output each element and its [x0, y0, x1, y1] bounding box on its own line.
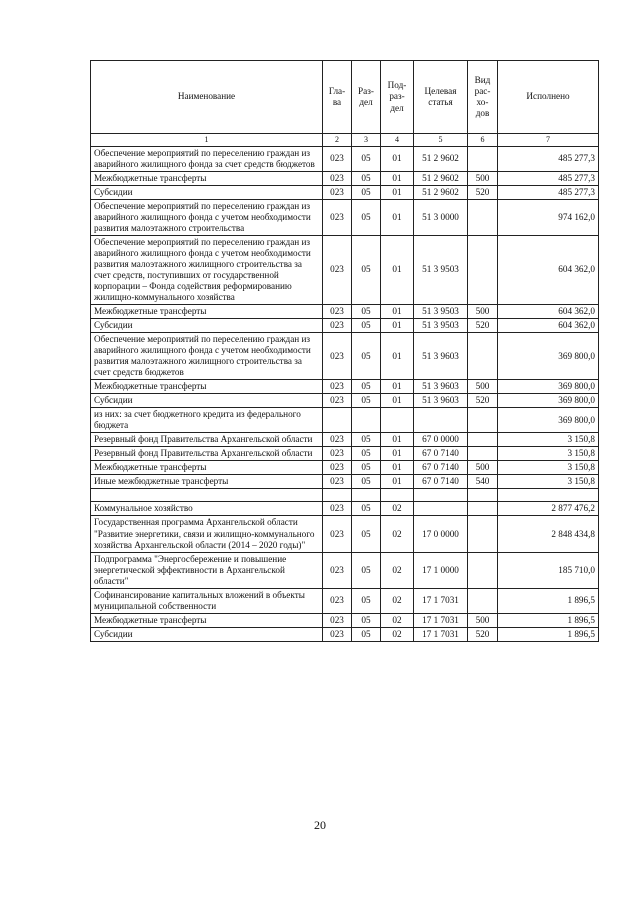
row-amount: 2 877 476,2	[498, 502, 599, 516]
row-glava: 023	[323, 475, 352, 489]
row-statya: 67 0 7140	[414, 475, 468, 489]
row-glava: 023	[323, 305, 352, 319]
row-amount: 3 150,8	[498, 475, 599, 489]
row-vid	[468, 333, 498, 380]
row-glava	[323, 489, 352, 502]
row-vid: 520	[468, 627, 498, 641]
table-row	[91, 146, 599, 171]
row-vid	[468, 489, 498, 502]
row-glava: 023	[323, 447, 352, 461]
row-name: Обеспечение мероприятий по переселению граждан из аварийного жилищного фонда с учетом необходимости развития малоэтажного жилищного строительства за счет средств, поступивших от государственной корпорации – Фонда содействия реформированию жилищно-коммунального хозяйства	[91, 235, 323, 304]
row-glava: 023	[323, 333, 352, 380]
row-vid	[468, 447, 498, 461]
row-name: Субсидии	[91, 627, 323, 641]
table-row	[91, 333, 599, 380]
row-amount: 369 800,0	[498, 408, 599, 433]
row-podrazdel: 01	[381, 447, 414, 461]
row-vid: 540	[468, 475, 498, 489]
row-podrazdel: 01	[381, 199, 414, 235]
row-statya	[414, 502, 468, 516]
row-glava: 023	[323, 185, 352, 199]
column-number: 1	[91, 134, 323, 147]
row-vid: 500	[468, 171, 498, 185]
row-amount: 604 362,0	[498, 235, 599, 304]
table-row	[91, 171, 599, 185]
row-amount: 604 362,0	[498, 319, 599, 333]
row-glava: 023	[323, 394, 352, 408]
row-name: Межбюджетные трансферты	[91, 380, 323, 394]
row-name: Обеспечение мероприятий по переселению граждан из аварийного жилищного фонда за счет средств бюджетов	[91, 146, 323, 171]
column-number: 7	[498, 134, 599, 147]
row-amount: 604 362,0	[498, 305, 599, 319]
page-number: 20	[314, 818, 326, 832]
row-vid: 520	[468, 319, 498, 333]
row-razdel: 05	[352, 588, 381, 613]
table-row	[91, 408, 599, 433]
row-glava: 023	[323, 146, 352, 171]
header-glava: Гла- ва	[323, 61, 352, 134]
row-podrazdel: 02	[381, 516, 414, 552]
row-podrazdel: 01	[381, 146, 414, 171]
table-row	[91, 447, 599, 461]
header-statya: Целевая статья	[414, 61, 468, 134]
row-name: Обеспечение мероприятий по переселению граждан из аварийного жилищного фонда с учетом необходимости развития малоэтажного жилищного строительства за счет средств бюджетов	[91, 333, 323, 380]
table-row	[91, 627, 599, 641]
spacer-row	[91, 489, 599, 502]
table-row	[91, 516, 599, 552]
row-statya: 17 1 7031	[414, 588, 468, 613]
header-amount: Исполнено	[498, 61, 599, 134]
column-number: 5	[414, 134, 468, 147]
row-podrazdel: 01	[381, 185, 414, 199]
row-glava: 023	[323, 171, 352, 185]
row-razdel: 05	[352, 235, 381, 304]
header-podrazdel: Под- раз- дел	[381, 61, 414, 134]
row-statya: 51 3 9603	[414, 380, 468, 394]
row-podrazdel: 02	[381, 627, 414, 641]
row-name: Резервный фонд Правительства Архангельской области	[91, 447, 323, 461]
row-amount: 1 896,5	[498, 613, 599, 627]
row-statya: 17 1 7031	[414, 627, 468, 641]
row-razdel: 05	[352, 171, 381, 185]
row-vid	[468, 588, 498, 613]
row-razdel: 05	[352, 516, 381, 552]
row-name: Коммунальное хозяйство	[91, 502, 323, 516]
row-statya: 51 3 9503	[414, 235, 468, 304]
row-vid	[468, 433, 498, 447]
table-row	[91, 394, 599, 408]
row-podrazdel: 01	[381, 394, 414, 408]
row-glava: 023	[323, 502, 352, 516]
row-glava: 023	[323, 552, 352, 588]
header-vid: Вид рас- хо- дов	[468, 61, 498, 134]
row-name: Субсидии	[91, 319, 323, 333]
row-glava: 023	[323, 380, 352, 394]
row-statya: 51 3 9503	[414, 319, 468, 333]
row-amount: 369 800,0	[498, 380, 599, 394]
row-podrazdel: 01	[381, 433, 414, 447]
row-razdel: 05	[352, 199, 381, 235]
row-glava: 023	[323, 613, 352, 627]
row-name: Межбюджетные трансферты	[91, 613, 323, 627]
row-statya: 17 1 0000	[414, 552, 468, 588]
row-name: Межбюджетные трансферты	[91, 171, 323, 185]
row-statya: 51 2 9602	[414, 171, 468, 185]
row-podrazdel	[381, 408, 414, 433]
row-amount	[498, 489, 599, 502]
row-statya	[414, 408, 468, 433]
row-name: Резервный фонд Правительства Архангельской области	[91, 433, 323, 447]
row-razdel: 05	[352, 447, 381, 461]
row-glava: 023	[323, 235, 352, 304]
row-vid	[468, 552, 498, 588]
table-body	[91, 146, 599, 641]
table-row	[91, 588, 599, 613]
row-vid	[468, 502, 498, 516]
row-razdel: 05	[352, 475, 381, 489]
row-amount: 485 277,3	[498, 171, 599, 185]
row-vid: 520	[468, 394, 498, 408]
row-name: из них: за счет бюджетного кредита из федерального бюджета	[91, 408, 323, 433]
row-podrazdel: 02	[381, 552, 414, 588]
row-vid: 500	[468, 461, 498, 475]
row-amount: 3 150,8	[498, 433, 599, 447]
header-razdel: Раз- дел	[352, 61, 381, 134]
row-name: Государственная программа Архангельской области "Развитие энергетики, связи и жилищно-коммунального хозяйства Архангельской области (2014 – 2020 годы)"	[91, 516, 323, 552]
column-number: 6	[468, 134, 498, 147]
row-statya: 17 1 7031	[414, 613, 468, 627]
row-razdel: 05	[352, 461, 381, 475]
row-vid: 500	[468, 305, 498, 319]
row-podrazdel: 01	[381, 319, 414, 333]
row-name: Межбюджетные трансферты	[91, 305, 323, 319]
row-podrazdel: 01	[381, 475, 414, 489]
row-amount: 185 710,0	[498, 552, 599, 588]
row-statya: 17 0 0000	[414, 516, 468, 552]
table-row	[91, 461, 599, 475]
row-razdel: 05	[352, 613, 381, 627]
row-podrazdel	[381, 489, 414, 502]
row-razdel	[352, 408, 381, 433]
row-razdel: 05	[352, 380, 381, 394]
table-row	[91, 319, 599, 333]
row-razdel: 05	[352, 394, 381, 408]
column-number: 3	[352, 134, 381, 147]
row-glava	[323, 408, 352, 433]
row-glava: 023	[323, 319, 352, 333]
row-statya: 67 0 7140	[414, 461, 468, 475]
row-vid	[468, 199, 498, 235]
row-podrazdel: 02	[381, 588, 414, 613]
header-row	[91, 61, 599, 134]
row-razdel: 05	[352, 319, 381, 333]
table-row	[91, 613, 599, 627]
row-podrazdel: 02	[381, 613, 414, 627]
row-vid: 520	[468, 185, 498, 199]
table-row	[91, 433, 599, 447]
row-amount: 485 277,3	[498, 146, 599, 171]
row-vid	[468, 516, 498, 552]
row-statya: 51 2 9602	[414, 185, 468, 199]
table-row	[91, 305, 599, 319]
column-number: 2	[323, 134, 352, 147]
row-vid: 500	[468, 613, 498, 627]
row-name: Обеспечение мероприятий по переселению граждан из аварийного жилищного фонда с учетом необходимости развития малоэтажного строительства	[91, 199, 323, 235]
row-statya: 67 0 0000	[414, 433, 468, 447]
row-glava: 023	[323, 516, 352, 552]
row-amount: 485 277,3	[498, 185, 599, 199]
row-vid	[468, 408, 498, 433]
row-razdel: 05	[352, 552, 381, 588]
row-glava: 023	[323, 588, 352, 613]
row-amount: 369 800,0	[498, 394, 599, 408]
row-statya	[414, 489, 468, 502]
row-podrazdel: 01	[381, 171, 414, 185]
row-statya: 51 3 0000	[414, 199, 468, 235]
row-name: Софинансирование капитальных вложений в объекты муниципальной собственности	[91, 588, 323, 613]
row-vid	[468, 146, 498, 171]
row-name: Подпрограмма "Энергосбережение и повышение энергетической эффективности в Архангельской области"	[91, 552, 323, 588]
row-name: Субсидии	[91, 185, 323, 199]
row-razdel: 05	[352, 146, 381, 171]
row-statya: 51 2 9602	[414, 146, 468, 171]
row-amount: 1 896,5	[498, 588, 599, 613]
row-glava: 023	[323, 627, 352, 641]
row-amount: 3 150,8	[498, 447, 599, 461]
row-razdel: 05	[352, 305, 381, 319]
row-razdel: 05	[352, 333, 381, 380]
row-name: Иные межбюджетные трансферты	[91, 475, 323, 489]
table-row	[91, 475, 599, 489]
row-razdel: 05	[352, 433, 381, 447]
column-number: 4	[381, 134, 414, 147]
row-razdel: 05	[352, 185, 381, 199]
row-razdel: 05	[352, 627, 381, 641]
row-podrazdel: 01	[381, 235, 414, 304]
table-row	[91, 552, 599, 588]
table-row	[91, 199, 599, 235]
row-vid: 500	[468, 380, 498, 394]
row-name: Субсидии	[91, 394, 323, 408]
table-row	[91, 502, 599, 516]
row-podrazdel: 01	[381, 305, 414, 319]
row-podrazdel: 01	[381, 333, 414, 380]
row-name	[91, 489, 323, 502]
row-glava: 023	[323, 433, 352, 447]
row-statya: 51 3 9503	[414, 305, 468, 319]
row-vid	[468, 235, 498, 304]
header-name: Наименование	[91, 61, 323, 134]
table-row	[91, 185, 599, 199]
row-amount: 369 800,0	[498, 333, 599, 380]
table-row	[91, 380, 599, 394]
row-amount: 3 150,8	[498, 461, 599, 475]
column-number-row	[91, 134, 599, 147]
row-name: Межбюджетные трансферты	[91, 461, 323, 475]
table-row	[91, 235, 599, 304]
row-amount: 1 896,5	[498, 627, 599, 641]
row-glava: 023	[323, 461, 352, 475]
row-podrazdel: 01	[381, 461, 414, 475]
row-statya: 51 3 9603	[414, 333, 468, 380]
row-statya: 67 0 7140	[414, 447, 468, 461]
budget-table	[90, 60, 599, 642]
row-razdel	[352, 489, 381, 502]
row-razdel: 05	[352, 502, 381, 516]
row-glava: 023	[323, 199, 352, 235]
row-podrazdel: 01	[381, 380, 414, 394]
row-podrazdel: 02	[381, 502, 414, 516]
row-amount: 2 848 434,8	[498, 516, 599, 552]
row-statya: 51 3 9603	[414, 394, 468, 408]
row-amount: 974 162,0	[498, 199, 599, 235]
